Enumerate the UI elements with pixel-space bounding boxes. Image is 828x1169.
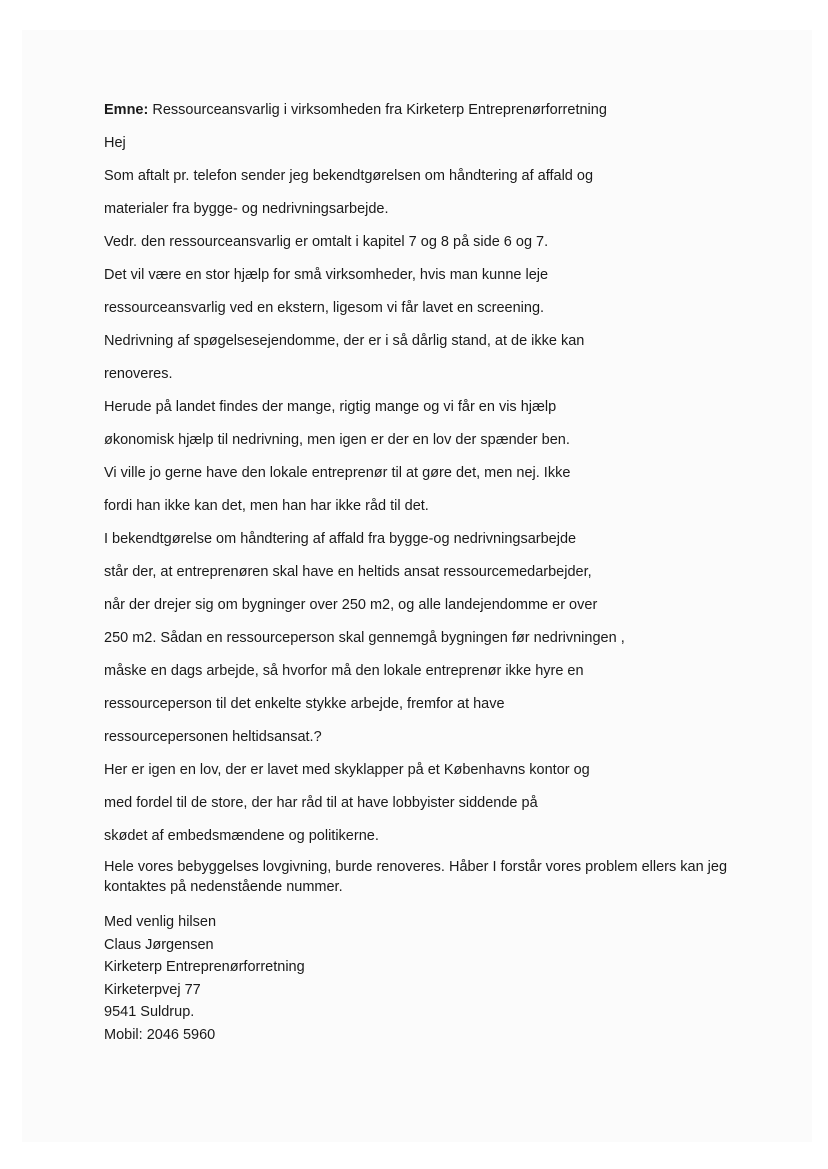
- body-line: med fordel til de store, der har råd til at have lobbyister siddende på: [104, 795, 538, 811]
- postal-city: 9541 Suldrup.: [104, 1004, 195, 1021]
- body-line: Det vil være en stor hjælp for små virksomheder, hvis man kunne leje: [104, 267, 549, 283]
- body-line: ressourceansvarlig ved en ekstern, ligesom vi får lavet en screening.: [104, 300, 545, 316]
- street-address: Kirketerpvej 77: [104, 981, 201, 998]
- body-line: Vi ville jo gerne have den lokale entreprenør til at gøre det, men nej. Ikke: [104, 465, 571, 481]
- body-line: renoveres.: [104, 366, 173, 382]
- body-line: økonomisk hjælp til nedrivning, men igen er der en lov der spænder ben.: [104, 432, 570, 448]
- body-line: når der drejer sig om bygninger over 250 m2, og alle landejendomme er over: [104, 597, 598, 613]
- body-line: måske en dags arbejde, så hvorfor må den lokale entreprenør ikke hyre en: [104, 663, 584, 679]
- sender-name: Claus Jørgensen: [104, 936, 214, 953]
- greeting: Hej: [104, 135, 126, 151]
- body-line: ressourceperson til det enkelte stykke arbejde, fremfor at have: [104, 696, 505, 712]
- body-line: Vedr. den ressourceansvarlig er omtalt i kapitel 7 og 8 på side 6 og 7.: [104, 234, 549, 250]
- subject-text: Ressourceansvarlig i virksomheden fra Kirketerp Entreprenørforretning: [152, 102, 607, 118]
- body-line: Herude på landet findes der mange, rigtig mange og vi får en vis hjælp: [104, 399, 557, 415]
- body-line: fordi han ikke kan det, men han har ikke råd til det.: [104, 498, 429, 514]
- body-line: Som aftalt pr. telefon sender jeg bekendtgørelsen om håndtering af affald og: [104, 168, 594, 184]
- body-line: ressourcepersonen heltidsansat.?: [104, 729, 322, 745]
- body-line: Her er igen en lov, der er lavet med skyklapper på et Københavns kontor og: [104, 762, 590, 778]
- closing-paragraph: Hele vores bebyggelses lovgivning, burde renoveres. Håber I forstår vores problem ellers kan jeg kontaktes på nedenstående nummer.: [104, 859, 728, 895]
- company-name: Kirketerp Entreprenørforretning: [104, 959, 305, 976]
- salutation: Med venlig hilsen: [104, 914, 217, 930]
- subject-label: Emne:: [104, 102, 149, 118]
- subject-line: [104, 98, 744, 131]
- body-line: I bekendtgørelse om håndtering af affald fra bygge-og nedrivningsarbejde: [104, 531, 577, 547]
- body-line: står der, at entreprenøren skal have en heltids ansat ressourcemedarbejder,: [104, 564, 592, 580]
- body-line: materialer fra bygge- og nedrivningsarbejde.: [104, 201, 389, 217]
- phone-number: Mobil: 2046 5960: [104, 1026, 216, 1043]
- signature-block: [104, 911, 744, 1047]
- body-line: Nedrivning af spøgelsesejendomme, der er i så dårlig stand, at de ikke kan: [104, 333, 585, 349]
- body-line: skødet af embedsmændene og politikerne.: [104, 828, 379, 844]
- letter-body: [104, 98, 744, 1047]
- body-line: 250 m2. Sådan en ressourceperson skal gennemgå bygningen før nedrivningen ,: [104, 630, 625, 646]
